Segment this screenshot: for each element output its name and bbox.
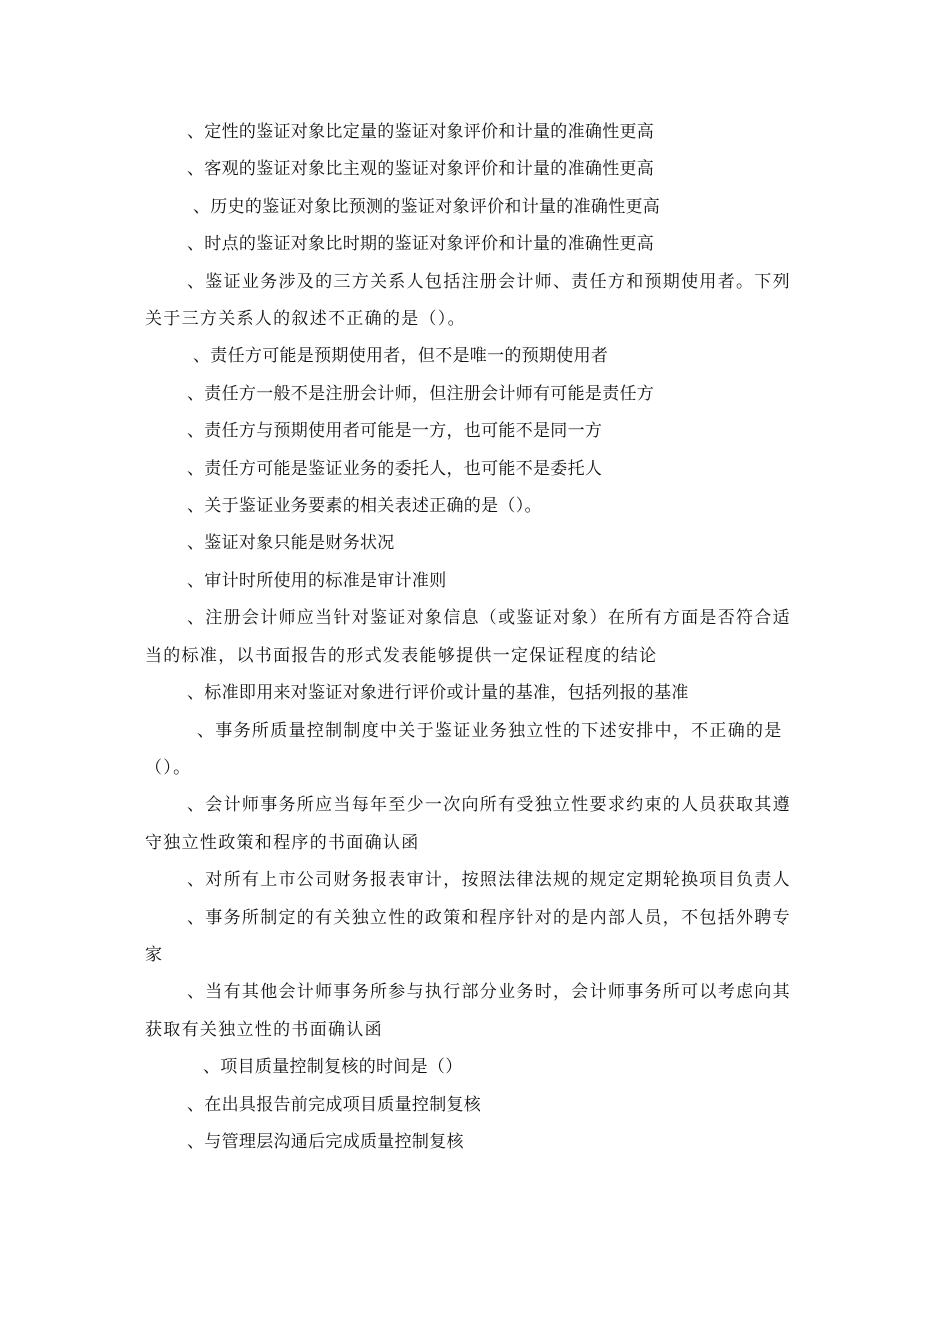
option-line: 、客观的鉴证对象比主观的鉴证对象评价和计量的准确性更高	[187, 159, 655, 180]
question-line: 、鉴证业务涉及的三方关系人包括注册会计师、责任方和预期使用者。下列关于三方关系人的叙述不正确的是（）。	[145, 271, 791, 330]
option-line: 、与管理层沟通后完成质量控制复核	[187, 1131, 464, 1152]
option-line: 、定性的鉴证对象比定量的鉴证对象评价和计量的准确性更高	[187, 122, 655, 142]
option-line: 、在出具报告前完成项目质量控制复核	[187, 1094, 482, 1115]
question-line: 、项目质量控制复核的时间是（）	[203, 1057, 463, 1078]
option-line: 、历史的鉴证对象比预测的鉴证对象评价和计量的准确性更高	[193, 196, 661, 217]
option-line: 、责任方可能是预期使用者，但不是唯一的预期使用者	[193, 346, 609, 367]
option-line: 、会计师事务所应当每年至少一次向所有受独立性要求约束的人员获取其遵守独立性政策和程序的书面确认函	[145, 795, 791, 853]
option-line: 、责任方可能是鉴证业务的委托人，也可能不是委托人	[187, 458, 603, 479]
option-line: 、时点的鉴证对象比时期的鉴证对象评价和计量的准确性更高	[187, 234, 655, 255]
option-line: 、事务所制定的有关独立性的政策和程序针对的是内部人员，不包括外聘专家	[145, 907, 791, 965]
option-line: 、责任方与预期使用者可能是一方，也可能不是同一方	[187, 421, 603, 442]
option-line: 、注册会计师应当针对鉴证对象信息（或鉴证对象）在所有方面是否符合适当的标准，以书面报告的形式发表能够提供一定保证程度的结论	[145, 608, 791, 666]
question-line: 、关于鉴证业务要素的相关表述正确的是（）。	[187, 496, 542, 517]
document-body	[145, 114, 809, 1161]
option-line: 、责任方一般不是注册会计师，但注册会计师有可能是责任方	[187, 383, 655, 404]
question-line: 、事务所质量控制制度中关于鉴证业务独立性的下述安排中，不正确的是（）。	[145, 720, 783, 778]
option-line: 、标准即用来对鉴证对象进行评价或计量的基准，包括列报的基准	[187, 683, 689, 704]
option-line: 、鉴证对象只能是财务状况	[187, 533, 395, 554]
option-line: 、审计时所使用的标准是审计准则	[187, 570, 447, 591]
option-line: 、对所有上市公司财务报表审计，按照法律法规的规定定期轮换项目负责人	[187, 870, 791, 891]
option-line: 、当有其他会计师事务所参与执行部分业务时，会计师事务所可以考虑向其获取有关独立性的书面确认函	[145, 982, 791, 1040]
